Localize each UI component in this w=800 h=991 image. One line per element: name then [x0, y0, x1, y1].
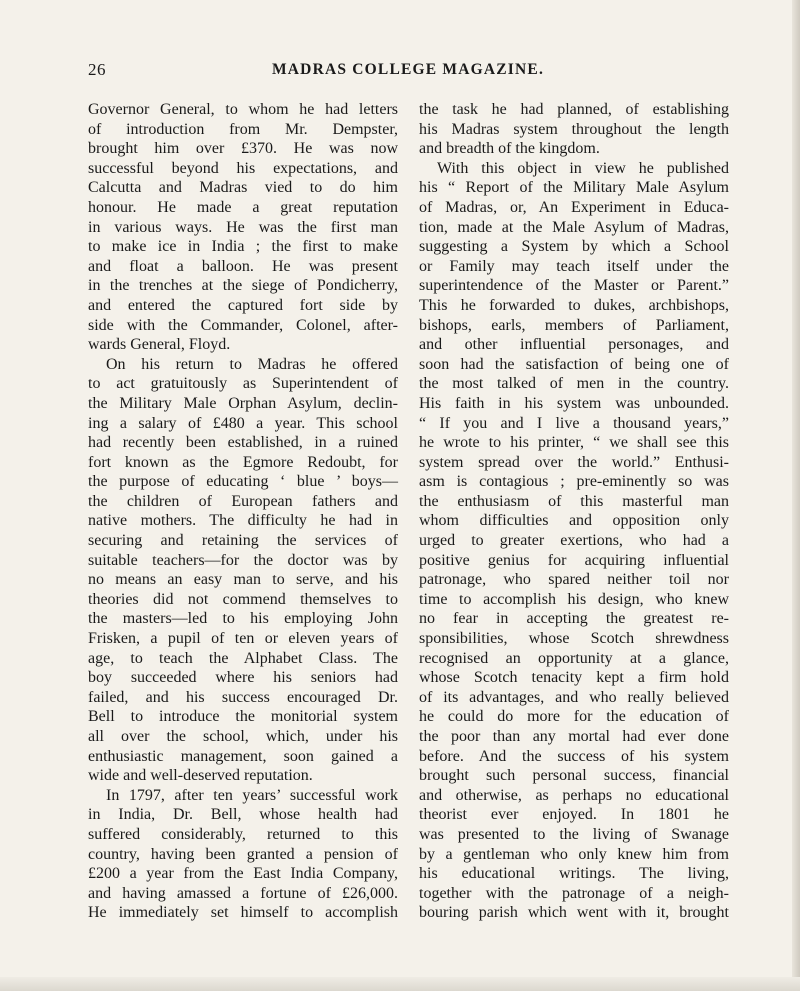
text-line: together with the patronage of a neigh-: [419, 884, 729, 902]
text-line: suggesting a System by which a School: [419, 238, 729, 256]
text-line: recognised an opportunity at a glance,: [419, 649, 729, 667]
text-line: age, to teach the Alphabet Class. The: [88, 649, 398, 667]
text-line: whom difficulties and opposition only: [419, 512, 729, 530]
right-column: [419, 100, 729, 923]
left-column: [88, 100, 398, 923]
text-line: positive genius for acquiring influential: [419, 551, 729, 569]
text-line: in various ways. He was the first man: [88, 218, 398, 236]
text-line: Calcutta and Madras vied to do him: [88, 179, 398, 197]
text-line: patronage, who spared neither toil nor: [419, 571, 729, 589]
text-line: to make ice in India ; the first to make: [88, 238, 398, 256]
text-line: honour. He made a great reputation: [88, 198, 398, 216]
text-line: fort known as the Egmore Redoubt, for: [88, 453, 398, 471]
text-line: the purpose of educating ‘ blue ’ boys—: [88, 473, 398, 491]
text-line: he could do more for the education of: [419, 708, 729, 726]
text-line: the masters—led to his employing John: [88, 610, 398, 628]
text-line: Frisken, a pupil of ten or eleven years of: [88, 630, 398, 648]
text-line: to act gratuitously as Superintendent of: [88, 375, 398, 393]
text-line: suffered considerably, returned to this: [88, 825, 398, 843]
text-line: boy succeeded where his seniors had: [88, 669, 398, 687]
text-line: the poor than any mortal had ever done: [419, 728, 729, 745]
text-line: soon had the satisfaction of being one of: [419, 355, 729, 373]
text-line: had recently been established, in a ruined: [88, 434, 398, 452]
text-line: of introduction from Mr. Dempster,: [88, 120, 398, 138]
running-title: MADRAS COLLEGE MAGAZINE.: [271, 61, 545, 78]
text-line: of Madras, or, An Experiment in Educa-: [419, 198, 729, 216]
text-line: wide and well-deserved reputation.: [88, 767, 313, 785]
text-line: and entered the captured fort side by: [88, 296, 398, 314]
text-line: With this object in view he published: [437, 159, 729, 177]
text-line: asm is contagious ; pre-eminently so was: [419, 473, 729, 491]
text-line: ing a salary of £480 a year. This school: [88, 414, 398, 432]
text-line: Bell to introduce the monitorial system: [88, 708, 398, 726]
text-line: or Family may teach itself under the: [419, 257, 729, 275]
text-line: securing and retaining the services of: [88, 532, 398, 550]
bottom-edge-shadow: [0, 977, 800, 991]
text-line: no fear in accepting the greatest re-: [419, 610, 729, 628]
text-line: of its advantages, and who really believed: [419, 688, 729, 706]
text-line: the Military Male Orphan Asylum, declin-: [88, 394, 398, 412]
text-line: theories did not commend themselves to: [88, 590, 398, 608]
text-line: before. And the success of his system: [419, 747, 729, 765]
page-edge-shadow: [792, 0, 800, 991]
text-line: whose Scotch tenacity kept a firm hold: [419, 669, 729, 687]
text-line: the most talked of men in the country.: [419, 375, 729, 393]
text-line: “ If you and I live a thousand years,”: [419, 414, 729, 432]
text-line: sponsibilities, whose Scotch shrewdness: [419, 630, 729, 648]
text-line: the task he had planned, of establishing: [419, 101, 729, 118]
text-line: and otherwise, as perhaps no educational: [419, 786, 729, 804]
text-line: This he forwarded to dukes, archbishops,: [419, 296, 729, 314]
text-line: the enthusiasm of this masterful man: [419, 492, 729, 510]
text-line: native mothers. The difficulty he had in: [88, 512, 398, 530]
text-line: country, having been granted a pension of: [88, 845, 398, 863]
text-line: £200 a year from the East India Company,: [88, 865, 398, 883]
text-line: He immediately set himself to accomplish: [88, 904, 398, 922]
text-line: no means an easy man to serve, and his: [88, 571, 398, 589]
text-line: bouring parish which went with it, brought: [419, 904, 729, 922]
text-line: his Madras system throughout the length: [419, 120, 729, 138]
text-line: tion, made at the Male Asylum of Madras,: [419, 218, 729, 236]
text-line: enthusiastic management, soon gained a: [88, 747, 398, 765]
text-line: he wrote to his printer, “ we shall see this: [419, 434, 729, 452]
text-line: In 1797, after ten years’ successful work: [106, 786, 398, 804]
page-header: [88, 60, 728, 84]
text-line: failed, and his success encouraged Dr.: [88, 688, 398, 706]
text-line: the children of European fathers and: [88, 492, 398, 510]
text-line: by a gentleman who only knew him from: [419, 845, 729, 863]
text-line: and other influential personages, and: [419, 336, 729, 354]
text-line: successful beyond his expectations, and: [88, 159, 398, 177]
text-line: suitable teachers—for the doctor was by: [88, 551, 398, 569]
text-line: brought him over £370. He was now: [88, 140, 398, 158]
text-line: wards General, Floyd.: [88, 336, 231, 354]
text-line: was presented to the living of Swanage: [419, 825, 729, 843]
text-line: time to accomplish his design, who knew: [419, 590, 729, 608]
text-line: theorist ever enjoyed. In 1801 he: [419, 806, 729, 824]
text-line: his educational writings. The living,: [419, 865, 729, 883]
text-line: his “ Report of the Military Male Asylum: [419, 179, 729, 197]
text-line: in the trenches at the siege of Pondicherry,: [88, 277, 398, 295]
text-line: bishops, earls, members of Parliament,: [419, 316, 729, 334]
text-line: and having amassed a fortune of £26,000.: [88, 884, 398, 902]
text-line: On his return to Madras he offered: [106, 355, 398, 373]
text-line: superintendence of the Master or Parent.”: [419, 277, 729, 295]
text-line: His faith in his system was unbounded.: [419, 394, 729, 412]
text-line: brought such personal success, financial: [419, 767, 729, 785]
text-line: Governor General, to whom he had letters: [88, 101, 398, 118]
text-line: side with the Commander, Colonel, after-: [88, 316, 398, 334]
page-number: 26: [88, 60, 106, 79]
text-line: in India, Dr. Bell, whose health had: [88, 806, 398, 824]
text-line: all over the school, which, under his: [88, 728, 398, 745]
text-line: and breadth of the kingdom.: [419, 140, 600, 158]
text-line: and float a balloon. He was present: [88, 257, 398, 275]
text-line: urged to greater exertions, who had a: [419, 532, 729, 550]
text-line: system spread over the world.” Enthusi-: [419, 453, 729, 471]
